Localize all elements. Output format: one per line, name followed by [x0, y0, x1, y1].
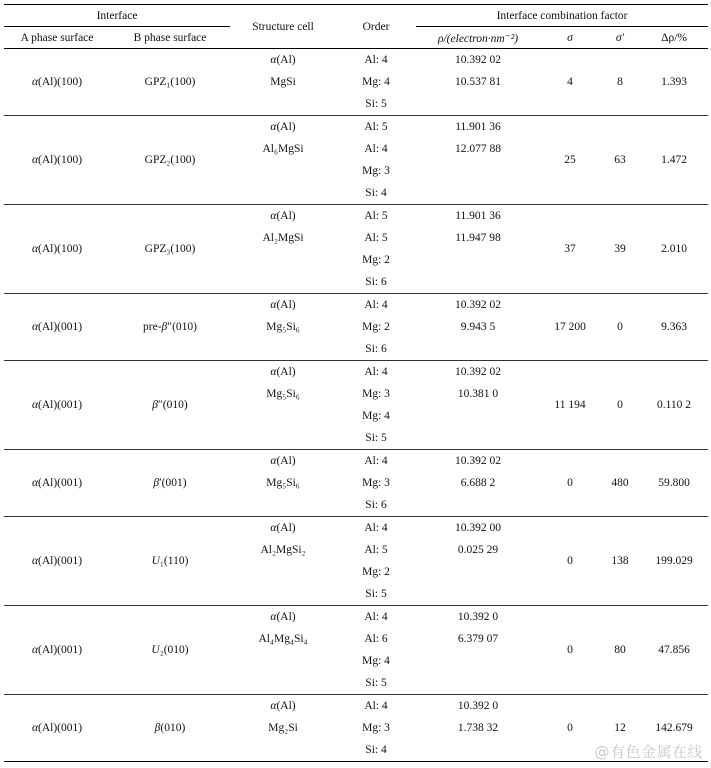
- order-value: Mg: 2: [362, 566, 390, 578]
- data-table-container: [4, 4, 708, 762]
- sigma-value: 0: [540, 517, 600, 606]
- structure-cell: α(Al): [270, 54, 296, 66]
- rho-value: 10.392 02: [455, 366, 502, 378]
- sigma-prime-value: 39: [600, 205, 640, 294]
- table-row: [4, 116, 708, 139]
- sigma-prime-value: 12: [600, 695, 640, 762]
- b-phase-surface: GPZ₁(100): [110, 49, 230, 116]
- order-value: Al: 4: [364, 611, 388, 623]
- order-value: Al: 4: [364, 54, 388, 66]
- structure-cell: Mg₅Si₆: [266, 388, 300, 400]
- rho-value: 10.537 81: [455, 76, 502, 88]
- rho-value: 6.688 2: [460, 477, 496, 489]
- structure-cell: [230, 739, 336, 762]
- order-value: Al: 4: [364, 366, 388, 378]
- delta-rho-value: 0.110 2: [640, 361, 708, 450]
- order-value: Si: 5: [336, 583, 416, 606]
- sigma-prime-value: 8: [600, 49, 640, 116]
- sigma-prime-value: 63: [600, 116, 640, 205]
- order-value: Mg: 3: [362, 388, 390, 400]
- structure-cell: Al₆MgSi: [262, 143, 304, 155]
- rho-value: [416, 160, 540, 182]
- order-value: Si: 4: [336, 739, 416, 762]
- structure-cell: [230, 271, 336, 294]
- order-value: Mg: 3: [362, 722, 390, 734]
- rho-value: 10.392 0: [457, 700, 499, 712]
- order-value: Si: 5: [336, 93, 416, 116]
- structure-cell: Mg₅Si₆: [266, 321, 300, 333]
- sigma-prime-value: 80: [600, 606, 640, 695]
- rho-value: 10.392 02: [455, 299, 502, 311]
- rho-value: 10.392 02: [455, 455, 502, 467]
- structure-cell: [230, 93, 336, 116]
- order-value: Al: 4: [364, 143, 388, 155]
- structure-cell: Mg₅Si₆: [266, 477, 300, 489]
- order-value: Al: 5: [364, 544, 388, 556]
- table-row: [4, 49, 708, 72]
- rho-value: 12.077 88: [455, 143, 502, 155]
- rho-value: [416, 650, 540, 672]
- order-value: Si: 5: [336, 672, 416, 695]
- header-rho: ρ/(electron·nm⁻²): [416, 27, 540, 49]
- rho-value: [416, 561, 540, 583]
- delta-rho-value: 1.393: [640, 49, 708, 116]
- delta-rho-value: 9.363: [640, 294, 708, 361]
- rho-value: [416, 93, 540, 116]
- a-phase-surface: α(Al)(001): [4, 695, 110, 762]
- structure-cell: α(Al): [270, 700, 296, 712]
- rho-value: [416, 427, 540, 450]
- rho-value: [416, 182, 540, 205]
- table-row: [4, 294, 708, 317]
- order-value: Al: 5: [364, 232, 388, 244]
- structure-cell: α(Al): [270, 366, 296, 378]
- table-row: [4, 517, 708, 540]
- order-value: Si: 6: [336, 271, 416, 294]
- delta-rho-value: 59.800: [640, 450, 708, 517]
- structure-cell: α(Al): [270, 299, 296, 311]
- delta-rho-value: 199.029: [640, 517, 708, 606]
- b-phase-surface: U₁(110): [110, 517, 230, 606]
- header-b-phase: B phase surface: [110, 27, 230, 49]
- header-sigma: σ: [540, 27, 600, 49]
- b-phase-surface: U₂(010): [110, 606, 230, 695]
- order-value: Mg: 2: [362, 321, 390, 333]
- watermark-text: @有色金属在线: [594, 743, 703, 761]
- order-value: Al: 4: [364, 455, 388, 467]
- a-phase-surface: α(Al)(001): [4, 517, 110, 606]
- sigma-value: 17 200: [540, 294, 600, 361]
- order-value: Si: 4: [336, 182, 416, 205]
- structure-cell: [230, 338, 336, 361]
- rho-value: [416, 739, 540, 762]
- structure-cell: Al₄Mg₄Si₄: [258, 633, 308, 645]
- a-phase-surface: α(Al)(001): [4, 606, 110, 695]
- structure-cell: [230, 160, 336, 182]
- rho-value: 10.392 02: [455, 54, 502, 66]
- table-body: [4, 49, 708, 762]
- order-value: Mg: 3: [362, 477, 390, 489]
- table-row: [4, 205, 708, 228]
- rho-value: 11.901 36: [455, 210, 501, 222]
- sigma-value: 0: [540, 606, 600, 695]
- sigma-prime-value: 138: [600, 517, 640, 606]
- order-value: Al: 5: [364, 121, 388, 133]
- rho-value: [416, 583, 540, 606]
- b-phase-surface: pre-β″(010): [110, 294, 230, 361]
- b-phase-surface: β″(010): [110, 361, 230, 450]
- structure-cell: α(Al): [270, 121, 296, 133]
- rho-value: [416, 494, 540, 517]
- header-sigma-prime: σ′: [600, 27, 640, 49]
- order-value: Al: 4: [364, 700, 388, 712]
- structure-cell: Al₂MgSi: [262, 232, 304, 244]
- sigma-value: 0: [540, 450, 600, 517]
- rho-value: 9.943 5: [460, 321, 496, 333]
- header-a-phase: A phase surface: [4, 27, 110, 49]
- structure-cell: α(Al): [270, 522, 296, 534]
- header-order: Order: [336, 5, 416, 49]
- header-combination-factor: Interface combination factor: [416, 5, 708, 27]
- structure-cell: α(Al): [270, 611, 296, 623]
- a-phase-surface: α(Al)(100): [4, 49, 110, 116]
- rho-value: [416, 405, 540, 427]
- rho-value: [416, 338, 540, 361]
- structure-cell: [230, 494, 336, 517]
- order-value: Si: 6: [336, 494, 416, 517]
- sigma-prime-value: 0: [600, 294, 640, 361]
- sigma-value: 25: [540, 116, 600, 205]
- interface-combination-table: [4, 4, 708, 762]
- b-phase-surface: GPZ₃(100): [110, 205, 230, 294]
- order-value: Mg: 4: [362, 655, 390, 667]
- a-phase-surface: α(Al)(001): [4, 294, 110, 361]
- table-row: [4, 450, 708, 473]
- a-phase-surface: α(Al)(001): [4, 361, 110, 450]
- order-value: Mg: 4: [362, 410, 390, 422]
- order-value: Al: 6: [364, 633, 388, 645]
- sigma-value: 4: [540, 49, 600, 116]
- rho-value: 6.379 07: [457, 633, 499, 645]
- order-value: Mg: 3: [362, 165, 390, 177]
- structure-cell: [230, 561, 336, 583]
- b-phase-surface: β(010): [110, 695, 230, 762]
- header-structure-cell: Structure cell: [230, 5, 336, 49]
- structure-cell: [230, 650, 336, 672]
- rho-value: 1.738 32: [457, 722, 499, 734]
- rho-value: 10.392 00: [455, 522, 502, 534]
- structure-cell: [230, 182, 336, 205]
- structure-cell: [230, 583, 336, 606]
- sigma-value: 11 194: [540, 361, 600, 450]
- header-interface: Interface: [4, 5, 230, 27]
- rho-value: 11.947 98: [455, 232, 501, 244]
- a-phase-surface: α(Al)(100): [4, 116, 110, 205]
- rho-value: [416, 672, 540, 695]
- order-value: Al: 4: [364, 299, 388, 311]
- structure-cell: [230, 672, 336, 695]
- structure-cell: [230, 405, 336, 427]
- order-value: Al: 4: [364, 522, 388, 534]
- sigma-value: 37: [540, 205, 600, 294]
- structure-cell: Al₂MgSi₂: [260, 544, 306, 556]
- table-row: [4, 361, 708, 384]
- rho-value: [416, 271, 540, 294]
- structure-cell: α(Al): [270, 455, 296, 467]
- rho-value: 10.392 0: [457, 611, 499, 623]
- b-phase-surface: GPZ₂(100): [110, 116, 230, 205]
- delta-rho-value: 2.010: [640, 205, 708, 294]
- table-row: [4, 695, 708, 718]
- a-phase-surface: α(Al)(100): [4, 205, 110, 294]
- order-value: Mg: 4: [362, 76, 390, 88]
- rho-value: [416, 249, 540, 271]
- order-value: Al: 5: [364, 210, 388, 222]
- table-row: [4, 606, 708, 629]
- sigma-prime-value: 0: [600, 361, 640, 450]
- structure-cell: [230, 427, 336, 450]
- delta-rho-value: 1.472: [640, 116, 708, 205]
- rho-value: 10.381 0: [457, 388, 499, 400]
- delta-rho-value: 47.856: [640, 606, 708, 695]
- sigma-value: 0: [540, 695, 600, 762]
- order-value: Si: 5: [336, 427, 416, 450]
- order-value: Mg: 2: [362, 254, 390, 266]
- structure-cell: MgSi: [270, 76, 296, 88]
- delta-rho-value: 142.679: [640, 695, 708, 762]
- structure-cell: α(Al): [270, 210, 296, 222]
- rho-value: 0.025 29: [457, 544, 499, 556]
- order-value: Si: 6: [336, 338, 416, 361]
- a-phase-surface: α(Al)(001): [4, 450, 110, 517]
- structure-cell: Mg₂Si: [268, 722, 298, 734]
- sigma-prime-value: 480: [600, 450, 640, 517]
- b-phase-surface: β′(001): [110, 450, 230, 517]
- structure-cell: [230, 249, 336, 271]
- rho-value: 11.901 36: [455, 121, 501, 133]
- header-delta-rho: Δρ/%: [640, 27, 708, 49]
